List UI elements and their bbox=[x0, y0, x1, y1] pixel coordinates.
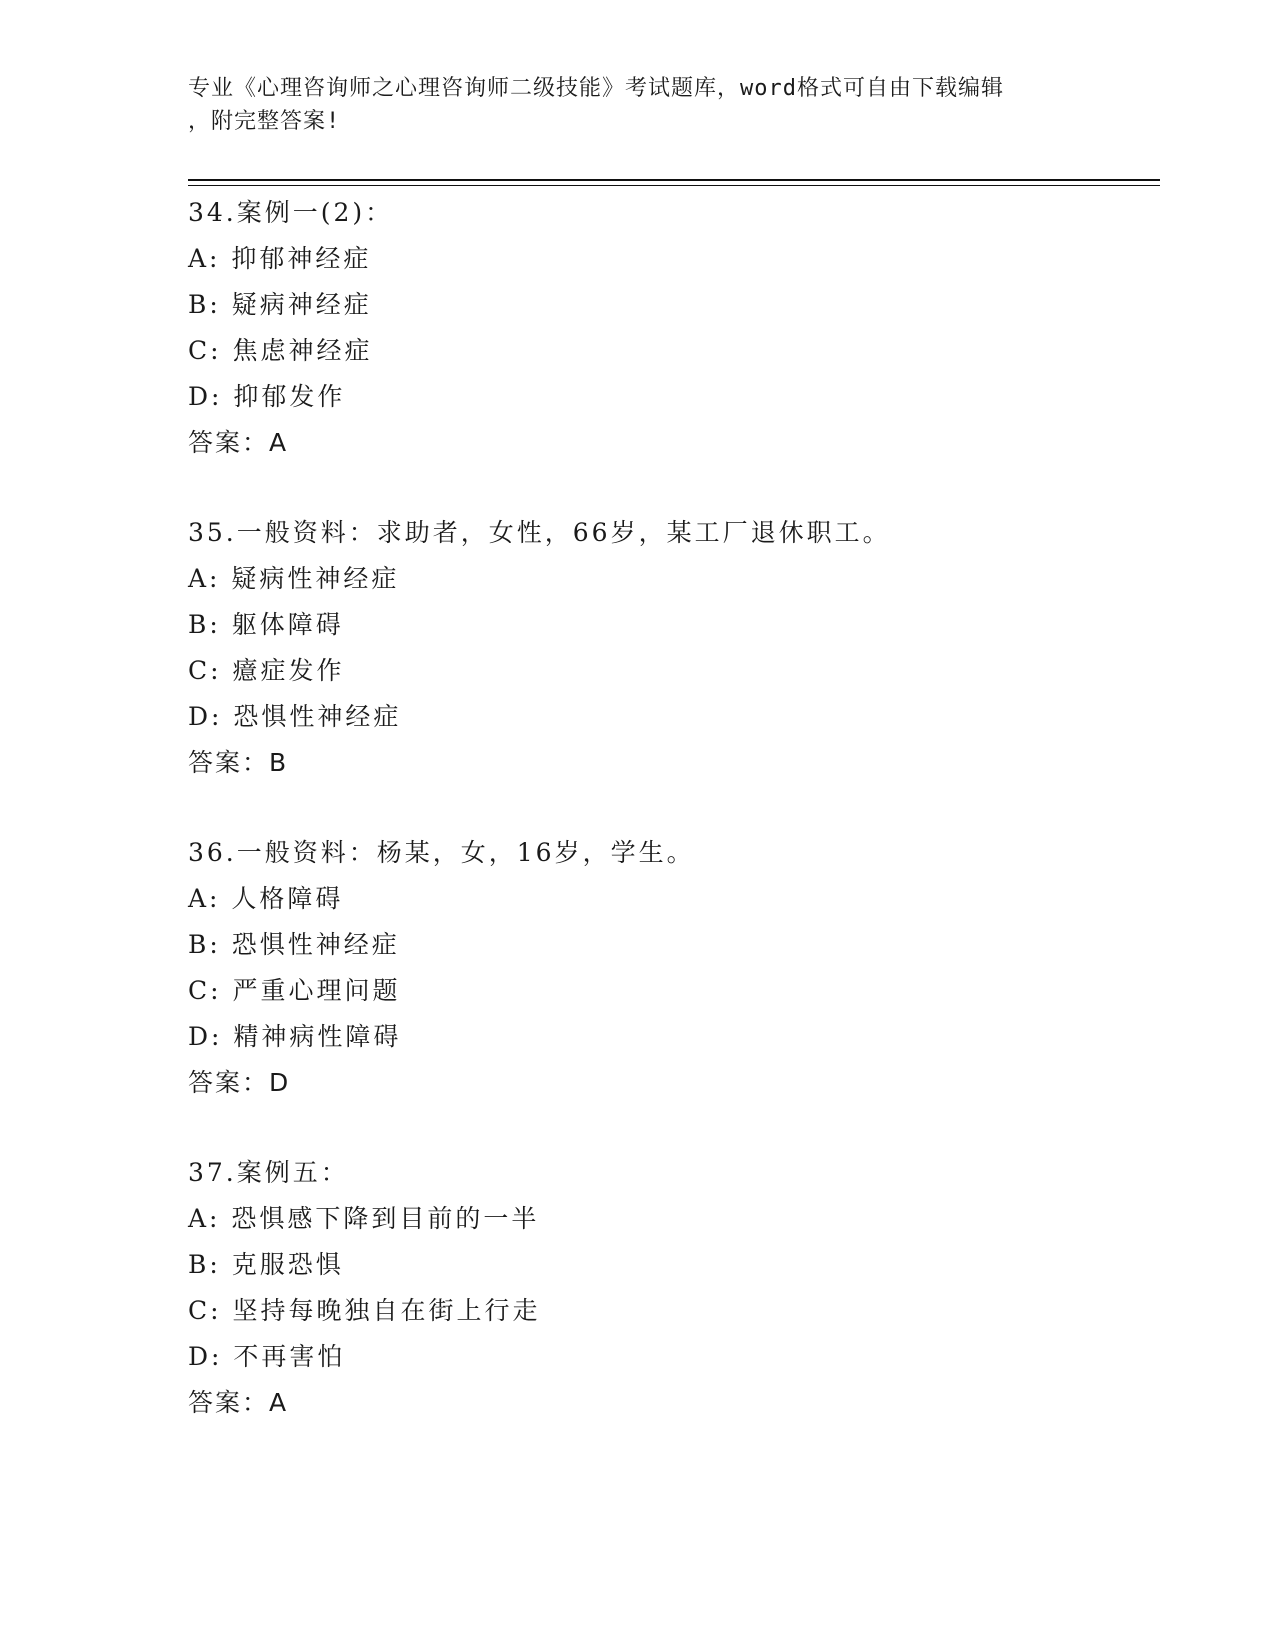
answer-text: 答案：D bbox=[188, 1068, 291, 1097]
option-d: D: 恐惧性神经症 bbox=[188, 702, 402, 731]
option-d: D: 抑郁发作 bbox=[188, 382, 346, 411]
option-b: B: 躯体障碍 bbox=[188, 610, 344, 639]
document-header bbox=[188, 72, 1088, 138]
question-stem: 36.一般资料：杨某，女，16岁，学生。 bbox=[188, 838, 695, 867]
answer-text: 答案：A bbox=[188, 1388, 289, 1417]
question-35 bbox=[188, 510, 1160, 786]
option-c: C: 癔症发作 bbox=[188, 656, 345, 685]
question-stem: 35.一般资料：求助者，女性，66岁，某工厂退休职工。 bbox=[188, 518, 891, 547]
header-line-1: 专业《心理咨询师之心理咨询师二级技能》考试题库，word格式可自由下载编辑 bbox=[188, 76, 1004, 101]
header-line-2: ，附完整答案! bbox=[188, 109, 341, 134]
question-stem: 34.案例一(2)： bbox=[188, 198, 394, 227]
option-d: D: 不再害怕 bbox=[188, 1342, 346, 1371]
question-37 bbox=[188, 1150, 1160, 1426]
option-d: D: 精神病性障碍 bbox=[188, 1022, 402, 1051]
option-a: A: 人格障碍 bbox=[188, 884, 344, 913]
option-b: B: 克服恐惧 bbox=[188, 1250, 344, 1279]
question-36 bbox=[188, 830, 1160, 1106]
answer-text: 答案：A bbox=[188, 428, 289, 457]
question-stem: 37.案例五： bbox=[188, 1158, 349, 1187]
question-34 bbox=[188, 190, 1160, 466]
option-a: A: 恐惧感下降到目前的一半 bbox=[188, 1204, 540, 1233]
question-list bbox=[188, 190, 1160, 1470]
option-a: A: 抑郁神经症 bbox=[188, 244, 372, 273]
header-divider-thick bbox=[188, 179, 1160, 181]
answer-text: 答案：B bbox=[188, 748, 289, 777]
option-b: B: 疑病神经症 bbox=[188, 290, 372, 319]
option-a: A: 疑病性神经症 bbox=[188, 564, 400, 593]
option-c: C: 焦虑神经症 bbox=[188, 336, 373, 365]
option-c: C: 坚持每晚独自在街上行走 bbox=[188, 1296, 541, 1325]
header-divider-thin bbox=[188, 185, 1160, 186]
option-b: B: 恐惧性神经症 bbox=[188, 930, 400, 959]
option-c: C: 严重心理问题 bbox=[188, 976, 401, 1005]
